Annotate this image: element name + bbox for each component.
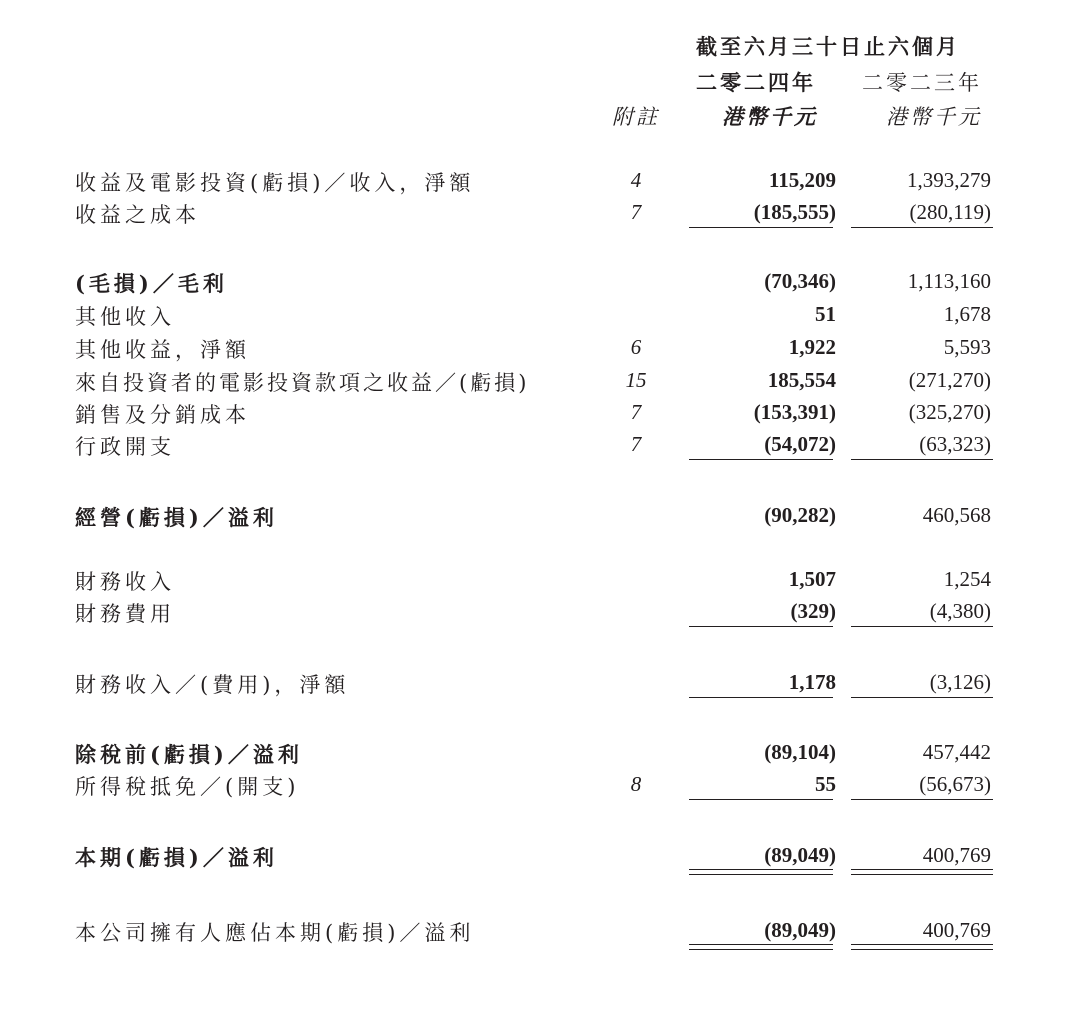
- row-value-2023: 1,113,160: [907, 269, 991, 293]
- row-label: (毛損)／毛利: [75, 271, 228, 296]
- subtotal-rule-2023: [851, 459, 993, 460]
- row-label: 本期(虧損)／溢利: [75, 845, 278, 870]
- row-note: 8: [630, 772, 642, 796]
- row-value-2023: (63,323): [919, 432, 991, 456]
- year-2023-header: 二零二三年: [862, 71, 982, 95]
- row-label: 除稅前(虧損)／溢利: [75, 742, 303, 767]
- row-value-2024: 1,507: [788, 567, 836, 591]
- row-label: 經營(虧損)／溢利: [75, 505, 278, 530]
- row-value-2024: 1,178: [788, 670, 836, 694]
- row-value-2023: (280,119): [909, 200, 991, 224]
- row-value-2023: 1,393,279: [907, 168, 991, 192]
- subtotal-rule-2023: [851, 626, 993, 627]
- row-note: 7: [630, 200, 642, 224]
- subtotal-rule-2023: [851, 799, 993, 800]
- subtotal-rule-2024: [689, 227, 833, 228]
- row-value-2024: (70,346): [764, 269, 836, 293]
- row-label: 財務收入: [75, 570, 175, 594]
- subtotal-rule-2024: [689, 799, 833, 800]
- subtotal-rule-2024: [689, 459, 833, 460]
- total-double-rule-2024: [689, 949, 833, 950]
- row-label: 收益之成本: [75, 203, 200, 227]
- row-value-2023: (3,126): [929, 670, 991, 694]
- row-value-2024: 115,209: [768, 168, 836, 192]
- row-value-2024: 55: [815, 772, 836, 796]
- row-value-2023: 5,593: [943, 335, 991, 359]
- row-value-2023: 457,442: [922, 740, 991, 764]
- row-label: 財務收入／(費用)，淨額: [75, 673, 350, 697]
- total-double-rule-2024: [689, 874, 833, 875]
- row-label: 財務費用: [75, 602, 175, 626]
- row-value-2024: (153,391): [753, 400, 836, 424]
- row-note: 7: [630, 400, 642, 424]
- notes-header: 附註: [612, 105, 660, 129]
- year-2024-header: 二零二四年: [696, 70, 816, 95]
- row-value-2023: (271,270): [908, 368, 991, 392]
- row-value-2024: (89,049): [764, 918, 836, 942]
- subtotal-rule-2024: [689, 697, 833, 698]
- total-double-rule-2023: [851, 874, 993, 875]
- row-note: 15: [625, 368, 647, 392]
- row-value-2023: 1,678: [943, 302, 991, 326]
- subtotal-rule-2024: [689, 626, 833, 627]
- row-value-2024: (90,282): [764, 503, 836, 527]
- total-rule-2024: [689, 869, 833, 870]
- total-rule-2023: [851, 944, 993, 945]
- row-value-2024: (329): [790, 599, 836, 623]
- row-value-2024: 1,922: [788, 335, 836, 359]
- row-value-2024: 185,554: [767, 368, 836, 392]
- row-label: 其他收益，淨額: [75, 338, 250, 362]
- row-value-2024: (89,049): [764, 843, 836, 867]
- subtotal-rule-2023: [851, 227, 993, 228]
- row-label: 其他收入: [75, 305, 175, 329]
- total-double-rule-2023: [851, 949, 993, 950]
- row-value-2024: (185,555): [753, 200, 836, 224]
- unit-2023-header: 港幣千元: [886, 105, 982, 129]
- row-value-2023: (56,673): [919, 772, 991, 796]
- row-label: 來自投資者的電影投資款項之收益／(虧損): [75, 371, 530, 395]
- row-value-2023: (4,380): [929, 599, 991, 623]
- row-value-2024: (54,072): [764, 432, 836, 456]
- row-value-2023: 400,769: [922, 918, 991, 942]
- row-value-2023: 1,254: [943, 567, 991, 591]
- row-value-2023: (325,270): [908, 400, 991, 424]
- period-header: 截至六月三十日止六個月: [696, 34, 960, 59]
- row-value-2023: 460,568: [922, 503, 991, 527]
- row-value-2024: 51: [815, 302, 836, 326]
- row-value-2024: (89,104): [764, 740, 836, 764]
- row-note: 7: [630, 432, 642, 456]
- row-note: 6: [630, 335, 642, 359]
- row-label: 本公司擁有人應佔本期(虧損)／溢利: [75, 921, 475, 945]
- row-label: 所得稅抵免／(開支): [75, 775, 300, 799]
- total-rule-2023: [851, 869, 993, 870]
- row-note: 4: [630, 168, 642, 192]
- row-value-2023: 400,769: [922, 843, 991, 867]
- total-rule-2024: [689, 944, 833, 945]
- row-label: 收益及電影投資(虧損)／收入，淨額: [75, 171, 475, 195]
- subtotal-rule-2023: [851, 697, 993, 698]
- row-label: 銷售及分銷成本: [75, 403, 250, 427]
- unit-2024-header: 港幣千元: [722, 104, 818, 129]
- row-label: 行政開支: [75, 435, 175, 459]
